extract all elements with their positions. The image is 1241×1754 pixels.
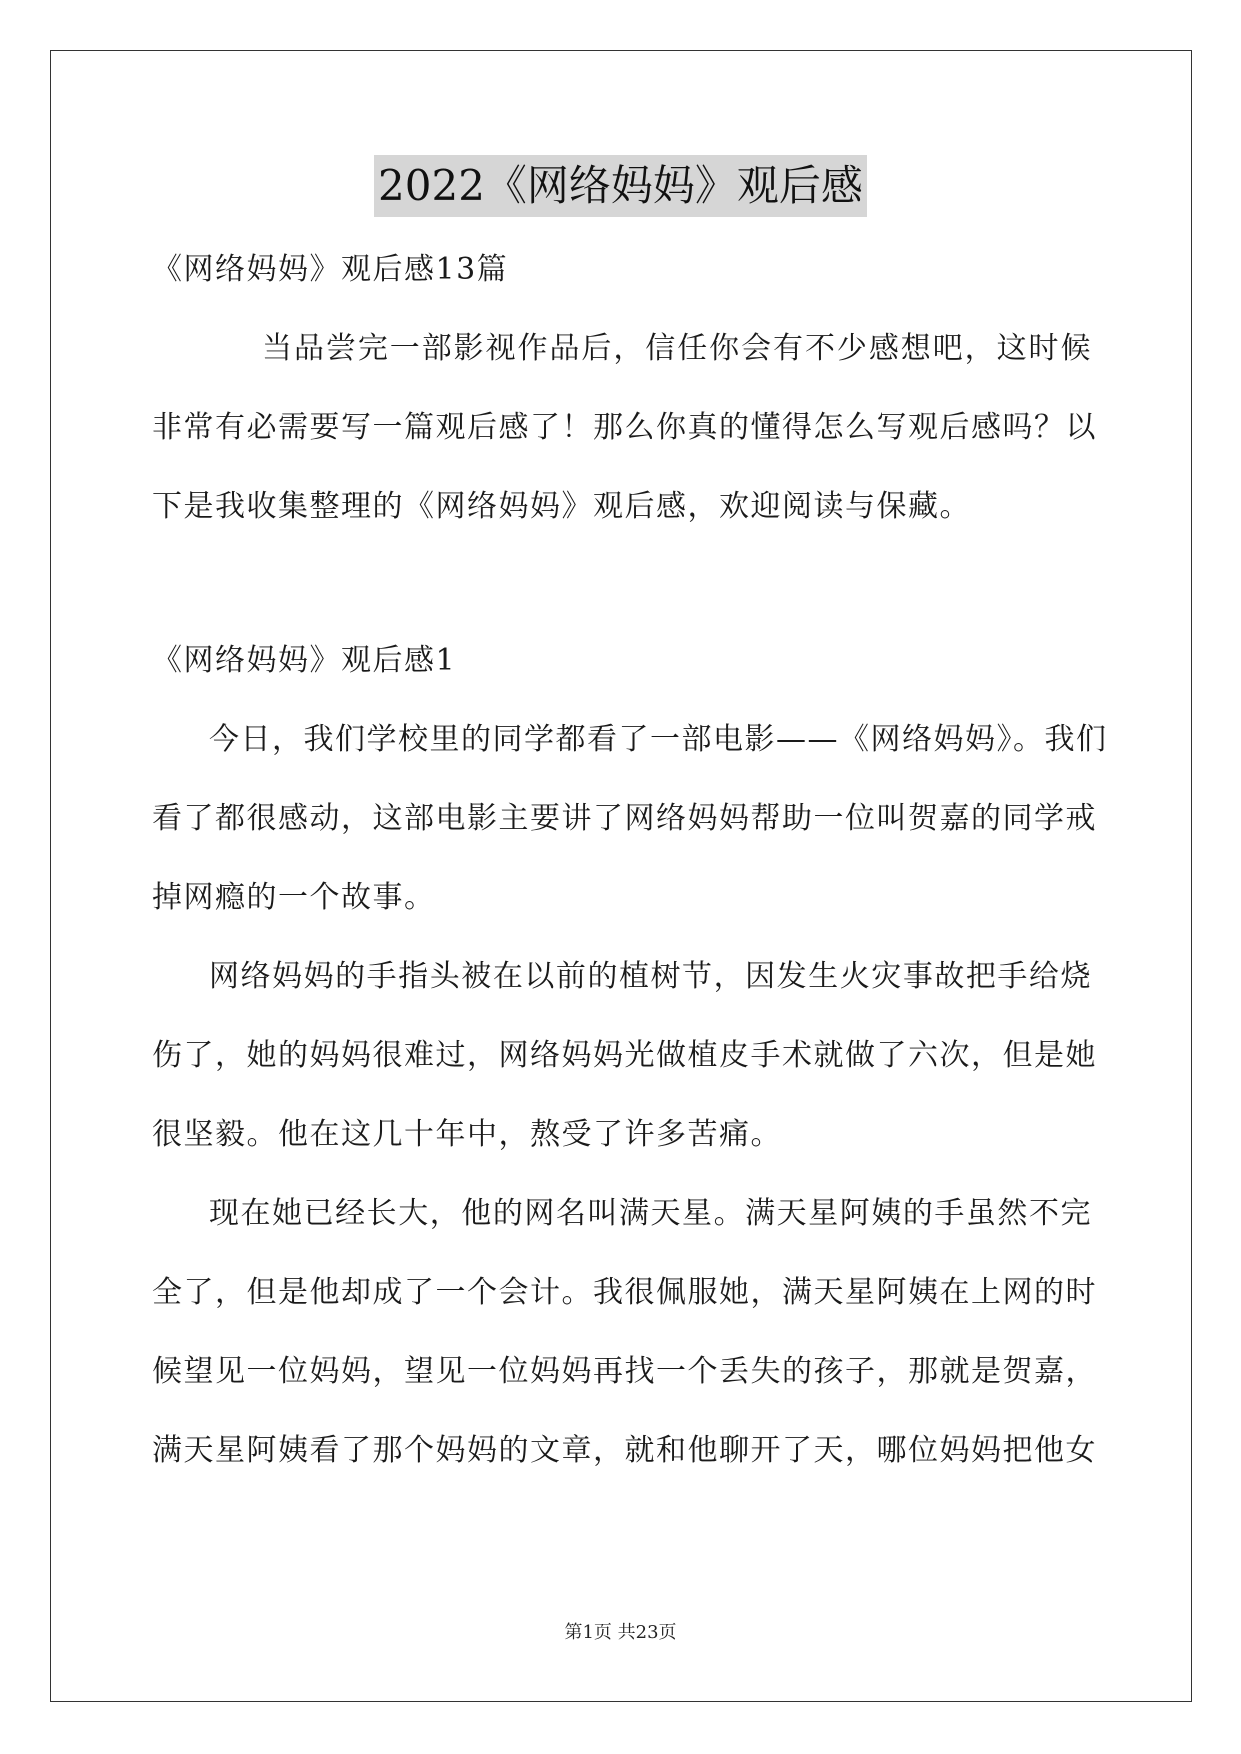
spacer — [152, 546, 1092, 621]
paragraph-line: 满天星阿姨看了那个妈妈的文章，就和他聊开了天，哪位妈妈把他女 — [152, 1433, 1097, 1468]
intro-line: 当品尝完一部影视作品后，信任你会有不少感想吧，这时候 — [262, 331, 1092, 366]
subtitle: 《网络妈妈》观后感13篇 — [152, 252, 509, 287]
paragraph-line: 网络妈妈的手指头被在以前的植树节，因发生火灾事故把手给烧 — [209, 959, 1092, 994]
paragraph-line: 看了都很感动，这部电影主要讲了网络妈妈帮助一位叫贺嘉的同学戒 — [152, 801, 1097, 836]
paragraph-line: 很坚毅。他在这几十年中，熬受了许多苦痛。 — [152, 1117, 782, 1152]
title-container — [0, 155, 1241, 217]
paragraph-line: 伤了，她的妈妈很难过，网络妈妈光做植皮手术就做了六次，但是她 — [152, 1038, 1097, 1073]
intro-line: 非常有必需要写一篇观后感了！那么你真的懂得怎么写观后感吗？以 — [152, 410, 1097, 445]
page-number-footer: 第1页 共23页 — [564, 1622, 677, 1643]
paragraph-line: 现在她已经长大，他的网名叫满天星。满天星阿姨的手虽然不完 — [209, 1196, 1092, 1231]
document-body — [152, 230, 1108, 1490]
intro-line: 下是我收集整理的《网络妈妈》观后感，欢迎阅读与保藏。 — [152, 489, 971, 524]
section-heading: 《网络妈妈》观后感1 — [152, 643, 457, 678]
paragraph-line: 今日，我们学校里的同学都看了一部电影——《网络妈妈》。我们 — [209, 722, 1108, 757]
paragraph-line: 候望见一位妈妈，望见一位妈妈再找一个丢失的孩子，那就是贺嘉， — [152, 1354, 1097, 1389]
paragraph-line: 全了，但是他却成了一个会计。我很佩服她，满天星阿姨在上网的时 — [152, 1275, 1097, 1310]
paragraph-line: 掉网瘾的一个故事。 — [152, 880, 436, 915]
document-title: 2022《网络妈妈》观后感 — [374, 155, 867, 217]
